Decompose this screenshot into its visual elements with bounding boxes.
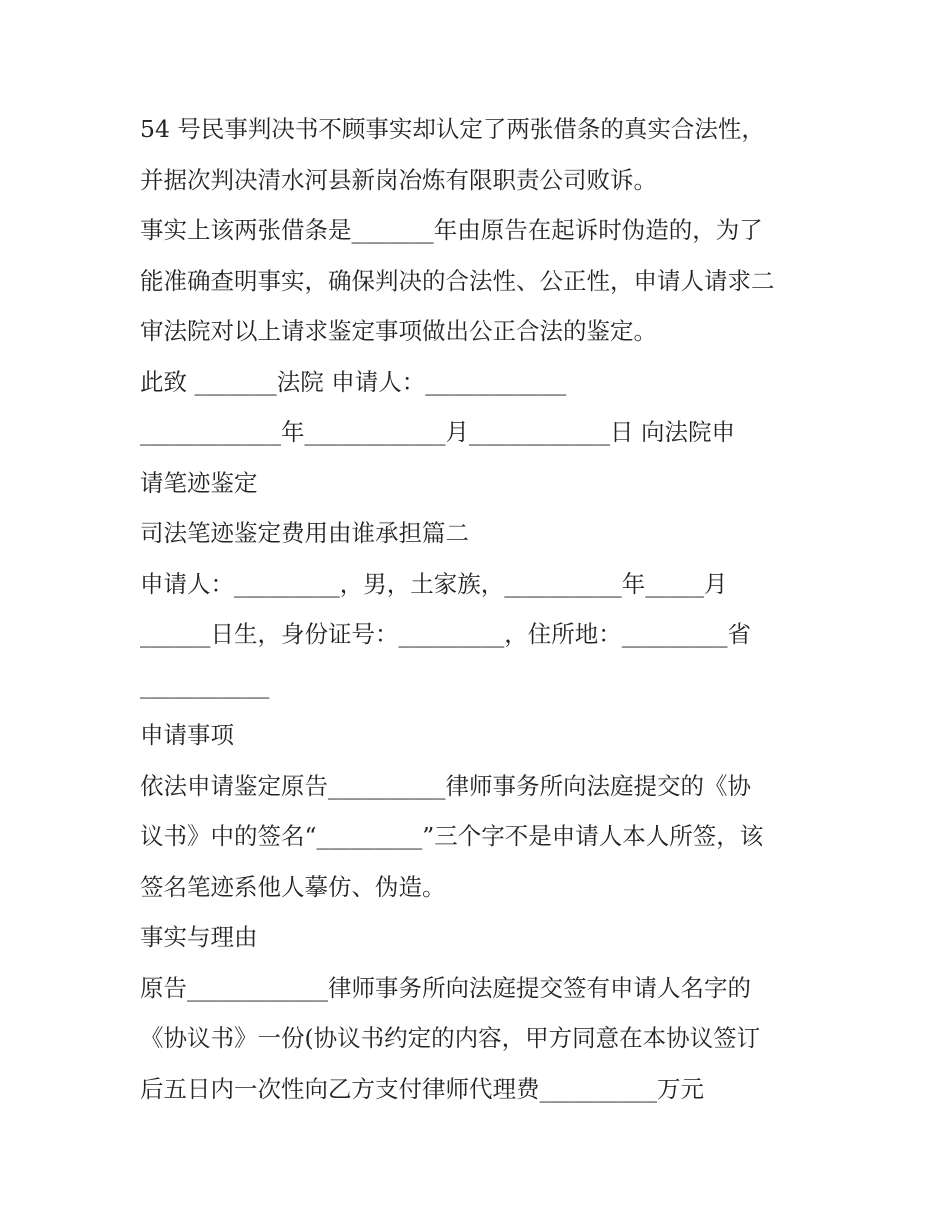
text-line: 事实上该两张借条是_______年由原告在起诉时伪造的，为了 (140, 216, 763, 244)
text-line: 签名笔迹系他人摹仿、伪造。 (140, 872, 446, 901)
text-line: ___________ (140, 670, 270, 699)
text-line: 54 号民事判决书不顾事实却认定了两张借条的真实合法性， (140, 115, 765, 143)
text-line: 原告____________律师事务所向法庭提交签有申请人名字的 (140, 973, 751, 1002)
document-body (140, 104, 820, 1114)
text-line: 审法院对以上请求鉴定事项做出公正合法的鉴定。 (140, 317, 657, 345)
text-line: 此致 _______法院 申请人：____________ (140, 367, 567, 396)
text-line: ______日生，身份证号：_________，住所地：_________省 (140, 620, 751, 648)
text-line: 并据次判决清水河县新岗冶炼有限职责公司败诉。 (140, 165, 657, 194)
section-heading: 申请事项 (140, 721, 234, 749)
text-line: 议书》中的签名“_________”三个字不是申请人本人所签，该 (140, 822, 764, 850)
text-line: 申请人：_________，男，土家族，__________年_____月 (140, 569, 728, 598)
text-line: 依法申请鉴定原告__________律师事务所向法庭提交的《协 (140, 771, 751, 800)
text-line: 请笔迹鉴定 (140, 468, 258, 497)
section-heading: 司法笔迹鉴定费用由谁承担篇二 (140, 519, 469, 547)
text-line: 能准确查明事实，确保判决的合法性、公正性，申请人请求二 (140, 266, 775, 295)
text-line: 《协议书》一份(协议书约定的内容，甲方同意在本协议签订 (140, 1024, 761, 1052)
text-line: ____________年____________月____________日 向法院申 (140, 418, 735, 446)
text-line: 后五日内一次性向乙方支付律师代理费__________万元 (140, 1074, 704, 1103)
section-heading: 事实与理由 (140, 923, 258, 951)
